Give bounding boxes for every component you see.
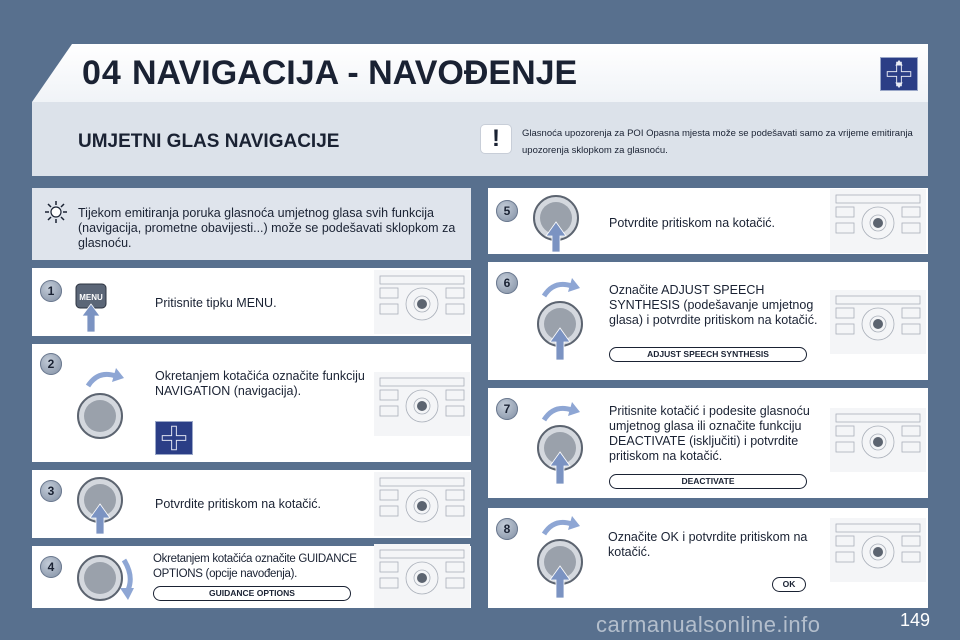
step-number-badge: 7 xyxy=(496,398,518,420)
watermark: carmanualsonline.info xyxy=(596,612,821,637)
radio-panel-icon xyxy=(374,472,470,536)
step-text-1: Pritisnite tipku MENU. xyxy=(155,296,277,310)
step-text-6: Označite ADJUST SPEECH SYNTHESIS (podešavanje umjetnog glasa) i potvrdite pritiskom na kotačić. xyxy=(609,283,818,327)
rotate-knob-icon xyxy=(74,364,128,444)
rotate-press-knob-icon xyxy=(530,400,590,486)
step-text-3: Potvrdite pritiskom na kotačić. xyxy=(155,497,322,511)
step-number-badge: 5 xyxy=(496,200,518,222)
step-number-badge: 1 xyxy=(40,280,62,302)
menu-button-icon xyxy=(74,282,108,334)
radio-panel-icon xyxy=(374,544,470,608)
option-adjust-speech-synthesis: ADJUST SPEECH SYNTHESIS xyxy=(609,347,807,362)
press-knob-icon xyxy=(530,192,584,254)
option-guidance-options: GUIDANCE OPTIONS xyxy=(153,586,351,601)
warning-icon: ! xyxy=(481,125,511,153)
step-text-7: Pritisnite kotačić i podesite glasnoću umjetnog glasa ili označite funkciju DEACTIVATE (isključiti) i potvrdite pritiskom na kotačić. xyxy=(609,404,810,463)
step-text-5: Potvrdite pritiskom na kotačić. xyxy=(609,216,776,230)
radio-panel-icon xyxy=(830,189,926,253)
option-ok: OK xyxy=(772,577,806,592)
chapter-number: 04 xyxy=(82,54,122,92)
navigation-cross-icon xyxy=(880,57,918,91)
step-number-badge: 6 xyxy=(496,272,518,294)
light-tip-icon xyxy=(44,200,68,224)
chapter-title: NAVIGACIJA - NAVOĐENJE xyxy=(132,54,578,92)
rotate-press-knob-icon xyxy=(530,276,590,362)
step-number-badge: 2 xyxy=(40,353,62,375)
step-number-badge: 8 xyxy=(496,518,518,540)
navigation-cross-icon xyxy=(155,421,193,455)
radio-panel-icon xyxy=(830,408,926,472)
radio-panel-icon xyxy=(374,372,470,436)
step-number-badge: 3 xyxy=(40,480,62,502)
section-title: UMJETNI GLAS NAVIGACIJE xyxy=(78,131,340,152)
warning-text: Glasnoća upozorenja za POI Opasna mjesta može se podešavati samo za vrijeme emitiranja upozorenja sklopkom za glasnoću. xyxy=(522,128,913,156)
radio-panel-icon xyxy=(830,518,926,582)
step-text-2: Okretanjem kotačića označite funkciju NAVIGATION (navigacija). xyxy=(155,369,365,398)
menu-button-label: MENU xyxy=(79,293,103,302)
step-text-4: Okretanjem kotačića označite GUIDANCE OPTIONS (opcije navođenja). xyxy=(153,553,357,580)
radio-panel-icon xyxy=(830,290,926,354)
rotate-press-knob-icon xyxy=(530,514,590,600)
page-number: 149 xyxy=(899,610,930,630)
press-knob-icon xyxy=(74,474,128,536)
option-deactivate: DEACTIVATE xyxy=(609,474,807,489)
step-text-8: Označite OK i potvrdite pritiskom na kotačić. xyxy=(608,530,808,559)
tip-text: Tijekom emitiranja poruka glasnoća umjetnog glasa svih funkcija (navigacija, prometne obavijesti...) može se podešavati sklopkom za glasnoću. xyxy=(78,206,456,250)
step-number-badge: 4 xyxy=(40,556,62,578)
radio-panel-icon xyxy=(374,270,470,334)
rotate-knob-icon xyxy=(74,550,150,606)
